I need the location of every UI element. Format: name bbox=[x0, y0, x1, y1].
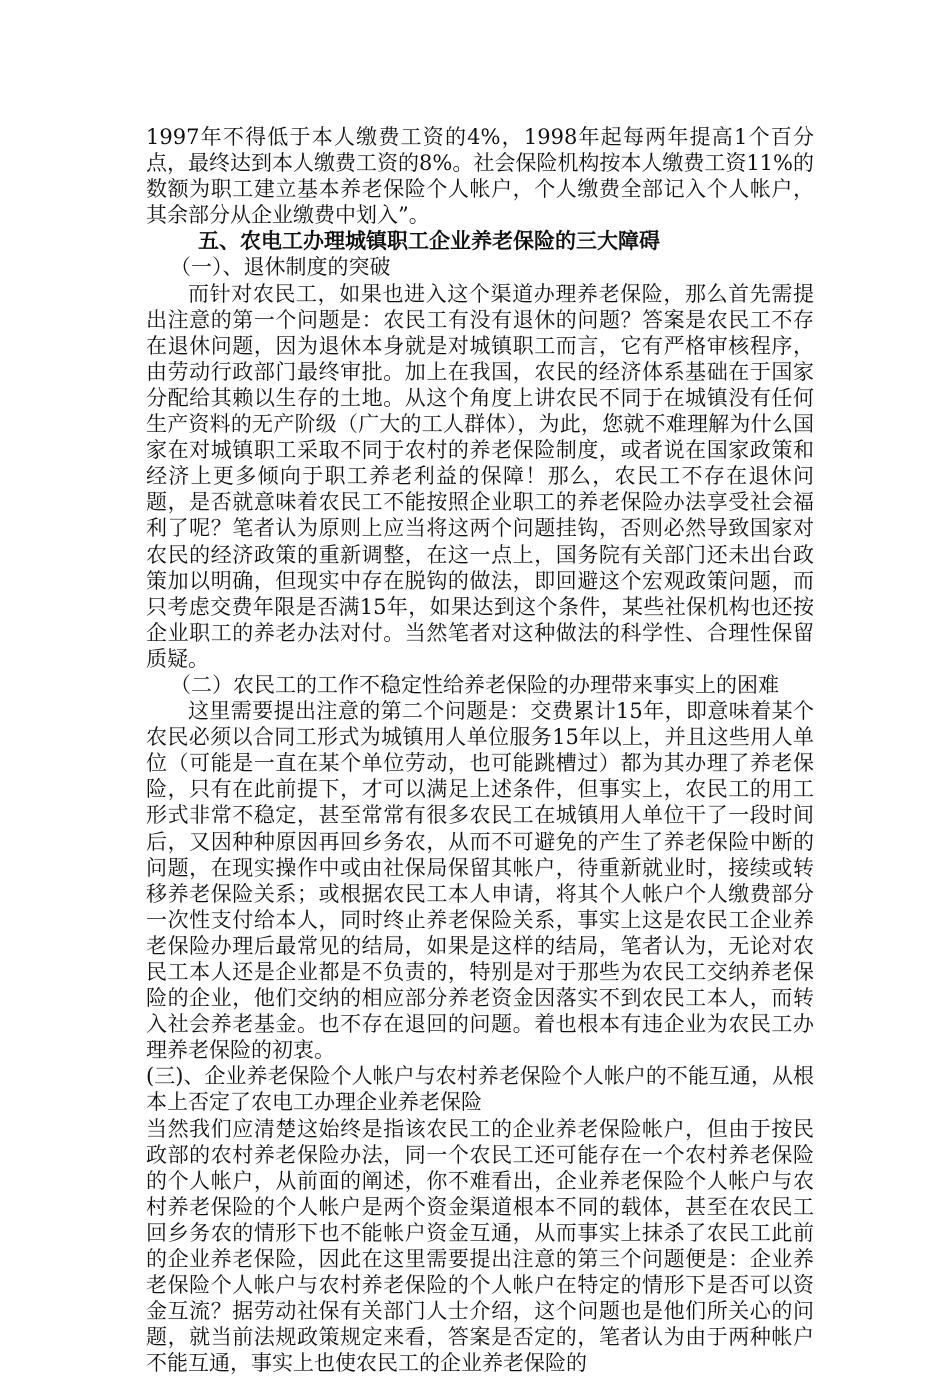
paragraph-retirement-issue: 而针对农民工，如果也进入这个渠道办理养老保险，那么首先需提出注意的第一个问题是：农民工有没有退休的问题？答案是农民工不存在退休问题，因为退休本身就是对城镇职工而言，它有严格审核程序，由劳动行政部门最终审批。加上在我国，农民的经济体系基础在于国家分配给其赖以生存的土地。从这个角度上讲农民不同于在城镇没有任何生产资料的无产阶级（广大的工人群体），为此，您就不难理解为什么国家在对城镇职工采取不同于农村的养老保险制度，或者说在国家政策和经济上更多倾向于职工养老利益的保障！那么，农民工不存在退休问题，是否就意味着农民工不能按照企业职工的养老保险办法享受社会福利了呢？笔者认为原则上应当将这两个问题挂钩，否则必然导致国家对农民的经济政策的重新调整，在这一点上，国务院有关部门还未出台政策加以明确，但现实中存在脱钩的做法，即回避这个宏观政策问题，而只考虑交费年限是否满15年，如果达到这个条件，某些社保机构也还按企业职工的养老办法对付。当然笔者对这种做法的科学性、合理性保留质疑。 bbox=[146, 281, 814, 671]
subheading-account-interoperability: (三)、企业养老保险个人帐户与农村养老保险个人帐户的不能互通，从根本上否定了农电工办理企业养老保险 bbox=[146, 1064, 814, 1115]
paragraph-contribution-years: 这里需要提出注意的第二个问题是：交费累计15年，即意味着某个农民必须以合同工形式为城镇用人单位服务15年以上，并且这些用人单位（可能是一直在某个单位劳动，也可能跳槽过）都为其办理了养老保险，只有在此前提下，才可以满足上述条件，但事实上，农民工的用工形式非常不稳定，甚至常常有很多农民工在城镇用人单位干了一段时间后，又因种种原因再回乡务农，从而不可避免的产生了养老保险中断的问题，在现实操作中或由社保局保留其帐户，待重新就业时，接续或转移养老保险关系；或根据农民工本人申请，将其个人帐户个人缴费部分一次性支付给本人，同时终止养老保险关系，事实上这是农民工企业养老保险办理后最常见的结局，如果是这样的结局，笔者认为，无论对农民工本人还是企业都是不负责的，特别是对于那些为农民工交纳养老保险的企业，他们交纳的相应部分养老资金因落实不到农民工本人，而转入社会养老基金。也不存在退回的问题。着也根本有违企业为农民工办理养老保险的初衷。 bbox=[146, 699, 814, 1063]
subheading-retirement-system: （一）、退休制度的突破 bbox=[170, 255, 391, 280]
subheading-job-instability: （二）农民工的工作不稳定性给养老保险的办理带来事实上的困难 bbox=[170, 672, 779, 697]
document-body bbox=[146, 124, 814, 1377]
section-heading-five: 五、农电工办理城镇职工企业养老保险的三大障碍 bbox=[198, 228, 660, 254]
paragraph-pension-contribution: 1997年不得低于本人缴费工资的4%，1998年起每两年提高1个百分点，最终达到本人缴费工资的8%。社会保险机构按本人缴费工资11%的数额为职工建立基本养老保险个人帐户，个人缴费全部记入个人帐户，其余部分从企业缴费中划入”。 bbox=[146, 125, 814, 228]
paragraph-account-transfer: 当然我们应清楚这始终是指该农民工的企业养老保险帐户，但由于按民政部的农村养老保险办法，同一个农民工还可能存在一个农村养老保险的个人帐户，从前面的阐述，你不难看出，企业养老保险个人帐户与农村养老保险的个人帐户是两个资金渠道根本不同的载体，甚至在农民工回乡务农的情形下也不能帐户资金互通，从而事实上抹杀了农民工此前的企业养老保险，因此在这里需要提出注意的第三个问题便是：企业养老保险个人帐户与农村养老保险的个人帐户在特定的情形下是否可以资金互流？据劳动社保有关部门人士介绍，这个问题也是他们所关心的问题，就当前法规政策规定来看，答案是否定的，笔者认为由于两种帐户不能互通，事实上也使农民工的企业养老保险的 bbox=[146, 1116, 814, 1376]
